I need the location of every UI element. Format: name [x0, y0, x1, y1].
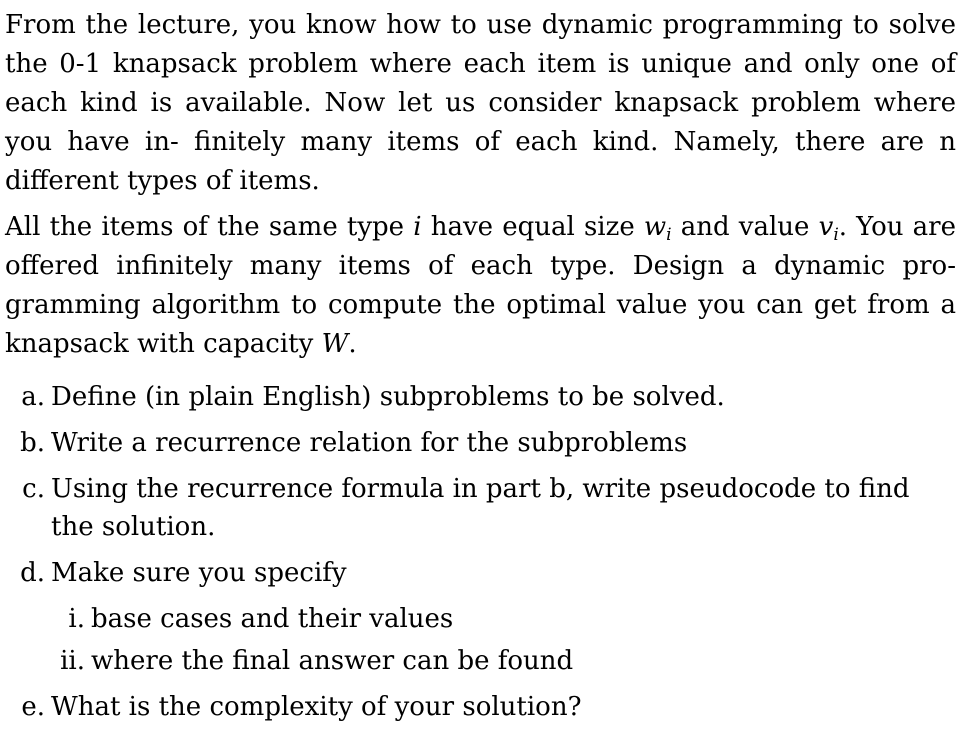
- p2-text-b: have equal size: [421, 212, 644, 242]
- question-part-d: [5, 554, 956, 680]
- part-text: Write a recurrence relation for the subproblems: [51, 428, 688, 458]
- var-v-sub-i: [818, 212, 839, 245]
- p2-text-a: All the items of the same type: [5, 212, 414, 242]
- part-text: Using the recurrence formula in part b, write pseudocode to find the solution.: [51, 474, 910, 542]
- question-parts-list: [5, 378, 956, 726]
- part-marker: d.: [20, 558, 45, 588]
- var-v: v: [818, 212, 834, 242]
- var-w: w: [643, 212, 667, 242]
- part-text: Define (in plain English) subproblems to be solved.: [51, 382, 725, 412]
- var-v-subscript: i: [833, 225, 839, 245]
- var-w-sub-i: [643, 212, 672, 245]
- p2-text-d: . You are offered infinitely many items of each type. Design a dynamic pro- gramming algorithm to compute the optimal value you can get from a knapsack with capacity: [5, 212, 956, 359]
- subpart-text: base cases and their values: [91, 604, 454, 634]
- question-part-a: [5, 378, 956, 416]
- part-marker: a.: [21, 382, 45, 412]
- question-part-c: [5, 470, 956, 546]
- var-w-subscript: i: [666, 225, 672, 245]
- subpart-marker: ii.: [60, 646, 85, 676]
- p2-text-c: and value: [671, 212, 819, 242]
- subpart-text: where the final answer can be found: [91, 646, 574, 676]
- var-capacity-w: W: [321, 329, 349, 359]
- var-i: i: [413, 212, 422, 242]
- p2-text-e: .: [348, 329, 357, 359]
- part-text: What is the complexity of your solution?: [51, 692, 582, 722]
- question-part-b: [5, 424, 956, 462]
- part-text: Make sure you specify: [51, 558, 347, 588]
- subpart-d-i: [51, 600, 956, 638]
- part-d-subparts-list: [51, 600, 956, 680]
- part-marker: b.: [20, 428, 45, 458]
- intro-paragraph-2: [5, 208, 956, 364]
- intro-paragraph-1: From the lecture, you know how to use dynamic programming to solve the 0-1 knapsack problem where each item is unique and only one of each kind is available. Now let us consider knapsack problem where you have in- finitely many items of each kind. Namely, there are n different types of items.: [5, 10, 956, 196]
- subpart-marker: i.: [68, 604, 85, 634]
- question-part-e: [5, 688, 956, 726]
- part-marker: c.: [22, 474, 45, 504]
- subpart-d-ii: [51, 642, 956, 680]
- part-marker: e.: [21, 692, 45, 722]
